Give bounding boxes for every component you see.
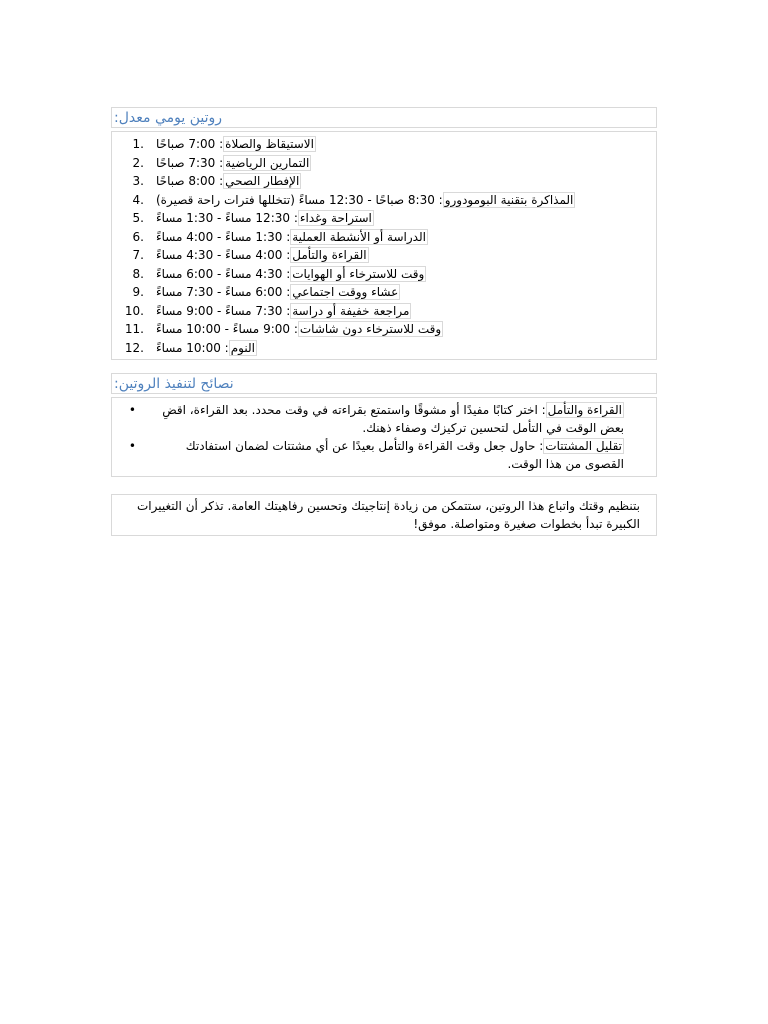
list-item-text (150, 156, 311, 170)
list-item (112, 191, 656, 210)
list-item-time: : 10:00 مساءً (156, 340, 229, 355)
list-item-time: : 1:30 مساءً - 4:00 مساءً (156, 229, 291, 244)
tips-heading-box (111, 373, 657, 394)
list-item-label: وقت للاسترخاء أو الهوايات (292, 266, 425, 281)
list-item-number: 3. (132, 174, 144, 189)
list-item-number: 7. (132, 248, 144, 263)
list-item-text (150, 248, 369, 262)
list-item-label: الدراسة أو الأنشطة العملية (292, 229, 426, 244)
list-item-label: وقت للاسترخاء دون شاشات (299, 322, 442, 337)
routine-heading-box (111, 107, 657, 128)
list-item (112, 135, 656, 154)
bullet-icon: • (128, 439, 136, 453)
tip-body: : اختر كتابًا مفيدًا أو مشوقًا واستمتع بقراءته في وقت محدد. بعد القراءة، اقضِ بعض الوقت في التأمل لتحسين تركيزك وصفاء ذهنك. (162, 403, 624, 435)
list-item (112, 265, 656, 284)
list-item (112, 339, 656, 358)
list-item-text (150, 285, 400, 299)
list-item-time: : 6:00 مساءً - 7:30 مساءً (156, 285, 291, 300)
list-item (112, 320, 656, 339)
list-item (112, 401, 656, 437)
list-item-number: 10. (124, 303, 144, 318)
list-item-text (150, 174, 301, 188)
list-item-text (150, 267, 426, 281)
list-item-number: 4. (132, 192, 144, 207)
list-item-number: 12. (124, 340, 144, 355)
list-item-text (150, 322, 443, 336)
list-item-number: 1. (132, 137, 144, 152)
list-item-text (150, 137, 316, 151)
document-page (111, 107, 657, 536)
list-item (112, 283, 656, 302)
routine-list (111, 131, 657, 360)
list-item-number: 5. (132, 211, 144, 226)
list-item-text (150, 193, 575, 207)
list-item-time: : 7:30 صباحًا (156, 155, 224, 170)
list-item-time: : 7:30 مساءً - 9:00 مساءً (156, 303, 291, 318)
bullet-icon: • (128, 403, 136, 417)
tip-label: تقليل المشتتات (545, 439, 622, 453)
list-item-number: 9. (132, 285, 144, 300)
list-item-label: المذاكرة بتقنية البومودورو (444, 192, 574, 207)
list-item-label: التمارين الرياضية (225, 155, 310, 170)
list-item (112, 246, 656, 265)
list-item-label: عشاء ووقت اجتماعي (292, 285, 399, 300)
closing-paragraph: بتنظيم وقتك واتباع هذا الروتين، ستتمكن من زيادة إنتاجيتك وتحسين رفاهيتك العامة. تذكر أن التغييرات الكبيرة تبدأ بخطوات صغيرة ومتواصلة. موفق! (111, 494, 657, 536)
tips-heading: نصائح لتنفيذ الروتين: (114, 375, 234, 392)
list-item (112, 228, 656, 247)
list-item-time: : 8:00 صباحًا (156, 174, 224, 189)
list-item-label: الاستيقاظ والصلاة (225, 137, 314, 152)
list-item-time: : 9:00 مساءً - 10:00 مساءً (156, 322, 298, 337)
list-item (112, 154, 656, 173)
list-item-time: : 8:30 صباحًا - 12:30 مساءً (تتخللها فترات راحة قصيرة) (156, 192, 443, 207)
list-item-label: النوم (230, 340, 255, 355)
list-item (112, 209, 656, 228)
list-item-label: الإفطار الصحي (225, 174, 300, 189)
tips-list (111, 397, 657, 477)
list-item-number: 6. (132, 229, 144, 244)
tip-label: القراءة والتأمل (547, 403, 622, 417)
tip-body: : حاول جعل وقت القراءة والتأمل بعيدًا عن أي مشتتات لضمان استفادتك القصوى من هذا الوقت. (185, 439, 624, 471)
list-item (112, 437, 656, 473)
list-item-text (150, 304, 411, 318)
list-item-number: 11. (124, 322, 144, 337)
list-item-text (150, 211, 374, 225)
list-item-time: : 12:30 مساءً - 1:30 مساءً (156, 211, 298, 226)
tip-text (146, 437, 624, 473)
list-item (112, 172, 656, 191)
list-item-time: : 7:00 صباحًا (156, 137, 224, 152)
list-item-time: : 4:30 مساءً - 6:00 مساءً (156, 266, 291, 281)
tip-text (146, 401, 624, 437)
list-item-label: مراجعة خفيفة أو دراسة (292, 303, 410, 318)
routine-heading: روتين يومي معدل: (114, 109, 222, 126)
list-item (112, 302, 656, 321)
list-item-label: استراحة وغداء (299, 211, 372, 226)
list-item-label: القراءة والتأمل (292, 248, 367, 263)
list-item-number: 8. (132, 266, 144, 281)
list-item-text (150, 341, 257, 355)
list-item-number: 2. (132, 155, 144, 170)
list-item-time: : 4:00 مساءً - 4:30 مساءً (156, 248, 291, 263)
list-item-text (150, 230, 428, 244)
